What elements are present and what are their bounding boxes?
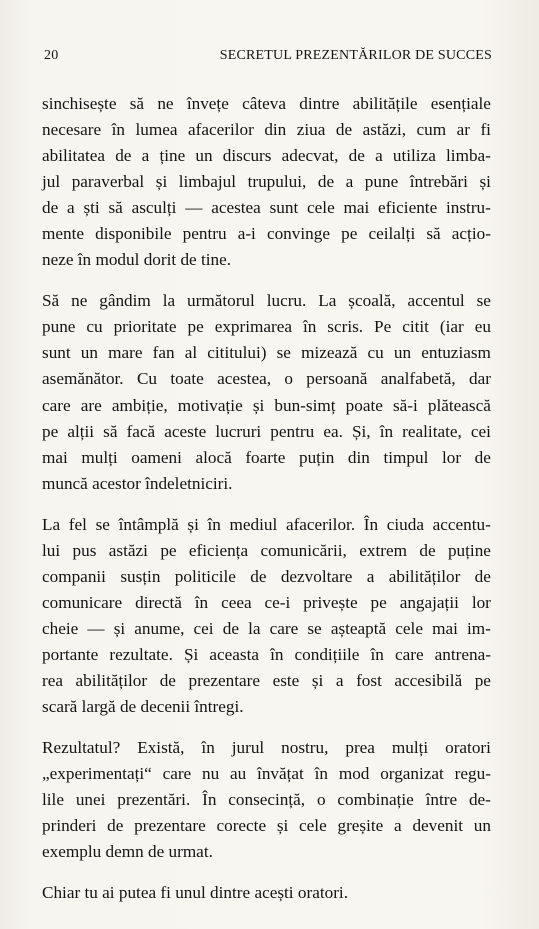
- text-line: asemănător. Cu toate acestea, o persoană analfabetă, dar: [42, 369, 491, 389]
- text-line: pe alții să facă aceste lucruri pentru ea. Și, în realitate, cei: [42, 421, 491, 441]
- text-line: „experimentați“ care nu au învățat în mod organizat regu-: [42, 764, 491, 784]
- text-line: Să ne gândim la următorul lucru. La școală, accentul se: [42, 291, 491, 311]
- text-line: de a ști să asculți — acestea sunt cele mai eficiente instru-: [42, 198, 491, 218]
- text-line: abilitatea de a ține un discurs adecvat, de a utiliza limba-: [42, 146, 491, 166]
- paragraph: [42, 880, 491, 906]
- text-line: comunicare directă în ceea ce-i privește pe angajații lor: [42, 592, 491, 612]
- paragraph: [42, 288, 491, 496]
- paragraph: [42, 91, 491, 273]
- text-line: rea abilităților de prezentare este și a fost accesibilă pe: [42, 670, 491, 690]
- page-header: [44, 48, 492, 66]
- text-line: lile unei prezentări. În consecință, o combinație între de-: [42, 790, 491, 810]
- text-line: care are ambiție, motivație și bun-simț poate să-i plătească: [42, 395, 491, 415]
- text-line: exemplu demn de urmat.: [42, 842, 213, 862]
- text-line: necesare în lumea afacerilor din ziua de astăzi, cum ar fi: [42, 120, 491, 140]
- text-line: jul paraverbal și limbajul trupului, de a pune întrebări și: [42, 172, 491, 192]
- text-line: sinchisește să ne învețe câteva dintre abilitățile esențiale: [42, 94, 491, 113]
- text-line: cheie — și anume, cei de la care se așteaptă cele mai im-: [42, 618, 491, 638]
- page-number: 20: [44, 48, 59, 63]
- running-title: SECRETUL PREZENTĂRILOR DE SUCCES: [219, 48, 492, 63]
- text-line: scară largă de decenii întregi.: [42, 697, 244, 717]
- text-line: pune cu prioritate pe exprimarea în scris. Pe citit (iar eu: [42, 317, 491, 337]
- body-text: [42, 91, 491, 921]
- text-line: companii susțin politicile de dezvoltare a abilităților de: [42, 566, 491, 586]
- text-line: mente disponibile pentru a-i convinge pe ceilalți să acțio-: [42, 224, 491, 244]
- text-line: mai mulți oameni alocă foarte puțin din timpul lor de: [42, 447, 491, 467]
- paragraph: [42, 735, 491, 865]
- text-line: La fel se întâmplă și în mediul afacerilor. În ciuda accentu-: [42, 514, 491, 534]
- text-line: Rezultatul? Există, în jurul nostru, prea mulți oratori: [42, 738, 491, 758]
- text-line: neze în modul dorit de tine.: [42, 250, 232, 270]
- text-line: portante rezultate. Și aceasta în condițiile în care antrena-: [42, 644, 491, 664]
- text-line: prinderi de prezentare corecte și cele greșite a devenit un: [42, 816, 491, 836]
- text-line: sunt un mare fan al cititului) se mizează cu un entuziasm: [42, 343, 491, 363]
- text-line: muncă acestor îndeletniciri.: [42, 473, 233, 493]
- text-line: Chiar tu ai putea fi unul dintre acești oratori.: [42, 883, 348, 903]
- paragraph: [42, 512, 491, 720]
- text-line: lui pus astăzi pe eficiența comunicării, extrem de puține: [42, 540, 491, 560]
